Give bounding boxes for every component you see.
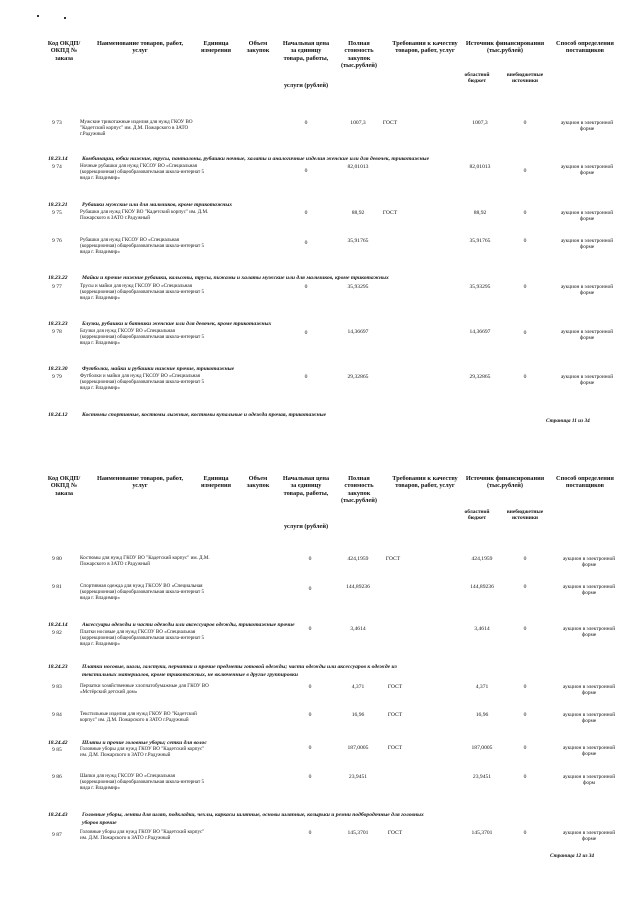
item-name: Рубашки для нужд ГКОУ ВО "Кадетский корпус" им. Д.М. Пожарского в ЗАТО г.Радужный bbox=[80, 209, 209, 221]
order-number: 9 75 bbox=[52, 210, 62, 216]
start-price: 0 bbox=[304, 330, 308, 336]
procurement-method: аукцион в электронной форме bbox=[562, 626, 616, 638]
total-cost: 1007,3 bbox=[350, 120, 366, 126]
item-name: Трусы и майки для нужд ГКСОУ ВО «Специальная (коррекционная) общеобразовательная школа-интернат 5 вида г. Владимир» bbox=[80, 283, 205, 301]
section-code: 18.23.22 bbox=[48, 275, 68, 281]
total-cost: 82,01013 bbox=[347, 164, 369, 170]
item-name: Перчатки хозяйственные хлопчатобумажные для ГКОУ ВО «Мстёрский детский дом» bbox=[80, 683, 209, 695]
section-code: 18.23.30 bbox=[48, 366, 68, 372]
procurement-method: аукцион в электронной форме bbox=[562, 584, 616, 596]
procurement-method: аукцион в электронной форм bbox=[562, 774, 616, 786]
order-number: 9 80 bbox=[52, 556, 62, 562]
total-cost: 424,1959 bbox=[347, 556, 369, 562]
extra-budget: 0 bbox=[523, 684, 527, 690]
extra-budget: 0 bbox=[523, 238, 527, 244]
page-number: Страница 12 из 34 bbox=[550, 853, 595, 859]
order-number: 9 73 bbox=[52, 120, 62, 126]
section-title: Платки носовые, шали, галстуки, перчатки и прочие предметы готовой одежды; части одежды или аксессуаров к одежде из bbox=[82, 664, 397, 670]
item-name: Платки носовые для нужд ГКСОУ ВО «Специальная (коррекционная) общеобразовательная школа-интернат 5 вида г. Владимир» bbox=[80, 629, 205, 647]
total-cost: 35,91765 bbox=[347, 238, 369, 244]
procurement-method: аукцион в электронной форме bbox=[562, 684, 616, 696]
section-code: 18.24.12 bbox=[48, 412, 68, 418]
quality-req: ГОСТ bbox=[387, 684, 403, 690]
procurement-method: аукцион в электронной форме bbox=[560, 164, 614, 176]
procurement-method: аукцион в электронной форме bbox=[562, 556, 616, 568]
start-price: 0 bbox=[308, 556, 312, 562]
extra-budget: 0 bbox=[523, 210, 527, 216]
regional-budget: 424,1959 bbox=[471, 556, 493, 562]
section-code: 18.23.14 bbox=[48, 156, 68, 162]
header-total: Полная стоимость закупок (тыс.рублей) bbox=[340, 475, 377, 505]
header-unit: Единица измерения bbox=[200, 40, 232, 55]
start-price: 0 bbox=[308, 712, 312, 718]
header-volume: Объем закупок bbox=[246, 40, 270, 55]
header-method: Способ определения поставщиков bbox=[556, 475, 614, 490]
order-number: 9 79 bbox=[52, 374, 62, 380]
order-number: 9 81 bbox=[52, 584, 62, 590]
section-code: 18.24.14 bbox=[48, 622, 68, 628]
extra-budget: 0 bbox=[523, 584, 527, 590]
section-title: Майки и прочие нижние рубашки, кальсоны, трусы, пижамы и халаты мужские или для мальчиков, кроме трикотажных bbox=[82, 275, 389, 281]
start-price: 0 bbox=[304, 120, 308, 126]
header-name: Наименование товаров, работ, услуг bbox=[96, 40, 184, 55]
extra-budget: 0 bbox=[523, 374, 527, 380]
regional-budget: 82,01013 bbox=[469, 164, 491, 170]
extra-budget: 0 bbox=[523, 120, 527, 126]
total-cost: 3,4614 bbox=[350, 626, 366, 632]
extra-budget: 0 bbox=[523, 774, 527, 780]
section-title: Комбинации, юбки нижние, трусы, панталоны, рубашки ночные, халаты и аналогичные изделия женские или для девочек, трикотажные bbox=[82, 156, 430, 162]
procurement-method: аукцион в электронной форме bbox=[560, 238, 614, 250]
header-source: Источник финансирования (тыс.рублей) bbox=[465, 40, 545, 55]
order-number: 9 82 bbox=[52, 630, 62, 636]
regional-budget: 1007,3 bbox=[472, 120, 488, 126]
total-cost: 187,0005 bbox=[347, 745, 369, 751]
order-number: 9 86 bbox=[52, 774, 62, 780]
quality-req: ГОСТ bbox=[387, 830, 403, 836]
header-start-price: Начальная цена за единицу товара, работы, bbox=[282, 475, 330, 497]
header-total: Полная стоимость закупок (тыс.рублей) bbox=[340, 40, 377, 70]
order-number: 9 74 bbox=[52, 164, 62, 170]
procurement-method: аукцион в электронной форме bbox=[562, 712, 616, 724]
header-volume: Объем закупок bbox=[246, 475, 270, 490]
scan-mark bbox=[64, 17, 66, 19]
header-start-price: Начальная цена за единицу товара, работы, bbox=[282, 40, 330, 62]
total-cost: 88,92 bbox=[351, 210, 365, 216]
header-method: Способ определения поставщиков bbox=[556, 40, 614, 55]
total-cost: 144,89236 bbox=[346, 584, 370, 590]
start-price: 0 bbox=[308, 586, 312, 592]
item-name: Головные уборы для нужд ГКОУ ВО "Кадетский корпус" им. Д.М. Пожарского в ЗАТО г.Радужный bbox=[80, 829, 205, 841]
item-name: Головные уборы для нужд ГКОУ ВО "Кадетский корпус" им. Д.М. Пожарского в ЗАТО г.Радужный bbox=[80, 746, 205, 758]
extra-budget: 0 bbox=[523, 626, 527, 632]
procurement-method: аукцион в электронной форме bbox=[562, 830, 616, 842]
scan-mark bbox=[37, 15, 39, 17]
section-code: 18.24.23 bbox=[48, 664, 68, 670]
header-extrabudget: внебюджетные источники bbox=[506, 72, 544, 85]
header-services: услуги (рублей) bbox=[283, 523, 329, 530]
header-kod: Код ОКДП/ ОКПД № заказа bbox=[47, 475, 81, 497]
extra-budget: 0 bbox=[523, 284, 527, 290]
total-cost: 16,96 bbox=[351, 712, 365, 718]
header-regional: областной бюджет bbox=[464, 509, 490, 522]
regional-budget: 35,93295 bbox=[469, 284, 491, 290]
section-title: Аксессуары одежды и части одежды или аксессуаров одежды, трикотажные прочие bbox=[82, 622, 295, 628]
total-cost: 23,9451 bbox=[348, 774, 368, 780]
section-code: 18.24.43 bbox=[48, 812, 68, 818]
page-number: Страница 11 из 34 bbox=[546, 418, 590, 424]
regional-budget: 4,371 bbox=[475, 684, 489, 690]
header-quality: Требования к качеству товаров, работ, услуг bbox=[392, 40, 458, 55]
quality-req: ГОСТ bbox=[387, 712, 403, 718]
header-quality: Требования к качеству товаров, работ, услуг bbox=[392, 475, 458, 490]
item-name: Спортивная одежда для нужд ГКСОУ ВО «Специальная (коррекционная) общеобразовательная школа-интернат 5 вида г. Владимир» bbox=[80, 583, 205, 601]
header-services: услуги (рублей) bbox=[283, 82, 329, 89]
start-price: 0 bbox=[308, 774, 312, 780]
extra-budget: 0 bbox=[523, 556, 527, 562]
total-cost: 4,371 bbox=[351, 684, 365, 690]
regional-budget: 3,4614 bbox=[474, 626, 490, 632]
order-number: 9 83 bbox=[52, 684, 62, 690]
extra-budget: 0 bbox=[523, 712, 527, 718]
procurement-method: аукцион в электронной форме bbox=[560, 329, 614, 341]
item-name: Текстильные изделия для нужд ГКОУ ВО "Кадетский корпус" им. Д.М. Пожарского в ЗАТО г.Радужный bbox=[80, 711, 197, 723]
item-name: Блузки для нужд ГКСОУ ВО «Специальная (коррекционная) общеобразовательная школа-интернат 5 вида г. Владимир» bbox=[80, 328, 205, 346]
total-cost: 14,36697 bbox=[347, 329, 369, 335]
section-title: Костюмы спортивные, костюмы лыжные, костюмы купальные и одежда прочая, трикотажные bbox=[82, 412, 327, 418]
order-number: 9 87 bbox=[52, 832, 62, 838]
section-code: 18.23.23 bbox=[48, 321, 68, 327]
start-price: 0 bbox=[308, 684, 312, 690]
regional-budget: 16,96 bbox=[475, 712, 489, 718]
order-number: 9 85 bbox=[52, 747, 62, 753]
procurement-method: аукцион в электронной форме bbox=[562, 745, 616, 757]
regional-budget: 29,32865 bbox=[469, 374, 491, 380]
quality-req: ГОСТ bbox=[387, 745, 403, 751]
section-code: 18.24.42 bbox=[48, 740, 68, 746]
start-price: 0 bbox=[308, 745, 312, 751]
start-price: 0 bbox=[308, 830, 312, 836]
header-kod: Код ОКДП/ ОКПД № заказа bbox=[47, 40, 81, 62]
quality-req: ГОСТ bbox=[382, 120, 398, 126]
item-name: Ночные рубашки для нужд ГКСОУ ВО «Специальная (коррекционная) общеобразовательная школа-интернат 5 вида г. Владимир» bbox=[80, 163, 205, 181]
regional-budget: 23,9451 bbox=[472, 774, 492, 780]
extra-budget: 0 bbox=[523, 745, 527, 751]
total-cost: 35,93295 bbox=[347, 284, 369, 290]
start-price: 0 bbox=[304, 168, 308, 174]
item-name: Шапки для нужд ГКСОУ ВО «Специальная (коррекционная) общеобразовательная школа-интернат 5 вида г. Владимир» bbox=[80, 773, 205, 791]
header-extrabudget: внебюджетные источники bbox=[506, 509, 544, 522]
total-cost: 145,3701 bbox=[347, 830, 369, 836]
item-name: Мужские трикотажные изделия для нужд ГКОУ ВО "Кадетский корпус" им. Д.М. Пожарского в ЗАТО г.Радужный bbox=[80, 119, 193, 137]
header-name: Наименование товаров, работ, услуг bbox=[96, 475, 184, 490]
regional-budget: 144,89236 bbox=[470, 584, 494, 590]
start-price: 0 bbox=[304, 374, 308, 380]
item-name: Футболки и майки для нужд ГКСОУ ВО «Специальная (коррекционная) общеобразовательная школа-интернат 5 вида г. Владимир» bbox=[80, 373, 205, 391]
regional-budget: 14,36697 bbox=[469, 329, 491, 335]
extra-budget: 0 bbox=[523, 168, 527, 174]
regional-budget: 35,91765 bbox=[469, 238, 491, 244]
start-price: 0 bbox=[304, 284, 308, 290]
item-name: Рубашки для нужд ГКСОУ ВО «Специальная (коррекционная) общеобразовательная школа-интернат 5 вида г. Владимир» bbox=[80, 237, 205, 255]
section-title: Шляпы и прочие головные уборы; сетки для волос bbox=[82, 740, 207, 746]
quality-req: ГОСТ bbox=[385, 556, 401, 562]
section-title-continued: уборов прочие bbox=[82, 820, 117, 826]
order-number: 9 77 bbox=[52, 284, 62, 290]
regional-budget: 88,92 bbox=[473, 210, 487, 216]
header-unit: Единица измерения bbox=[200, 475, 232, 490]
procurement-method: аукцион в электронной форме bbox=[560, 210, 614, 222]
order-number: 9 76 bbox=[52, 238, 62, 244]
quality-req: ГОСТ bbox=[382, 210, 398, 216]
start-price: 0 bbox=[308, 626, 312, 632]
order-number: 9 84 bbox=[52, 712, 62, 718]
section-title: Футболки, майки и рубашки нижние прочие, трикотажные bbox=[82, 366, 235, 372]
header-regional: областной бюджет bbox=[464, 72, 490, 85]
extra-budget: 0 bbox=[523, 830, 527, 836]
header-source: Источник финансирования (тыс.рублей) bbox=[465, 475, 545, 490]
start-price: 0 bbox=[304, 240, 308, 246]
item-name: Костюмы для нужд ГКОУ ВО "Кадетский корпус" им. Д.М. Пожарского в ЗАТО г.Радужный bbox=[80, 555, 210, 567]
regional-budget: 187,0005 bbox=[471, 745, 493, 751]
procurement-method: аукцион в электронной форме bbox=[560, 120, 614, 132]
order-number: 9 78 bbox=[52, 329, 62, 335]
procurement-method: аукцион в электронной форме bbox=[560, 284, 614, 296]
section-title: Головные уборы, ленты для шляп, подкладки, чехлы, каркасы шляпные, основы шляпные, козырьки и ремни подбородочные для головных bbox=[82, 812, 424, 818]
section-code: 18.23.21 bbox=[48, 202, 68, 208]
section-title: Рубашки мужские или для мальчиков, кроме трикотажных bbox=[82, 202, 233, 208]
section-title: Блузки, рубашки и батники женские или для девочек, кроме трикотажных bbox=[82, 321, 272, 327]
extra-budget: 0 bbox=[523, 330, 527, 336]
start-price: 0 bbox=[304, 210, 308, 216]
procurement-method: аукцион в электронной форме bbox=[560, 374, 614, 386]
total-cost: 29,32865 bbox=[347, 374, 369, 380]
section-title-continued: текстильных материалов, кроме трикотажных, не включенные в другие группировки bbox=[82, 672, 298, 678]
regional-budget: 145,3701 bbox=[471, 830, 493, 836]
